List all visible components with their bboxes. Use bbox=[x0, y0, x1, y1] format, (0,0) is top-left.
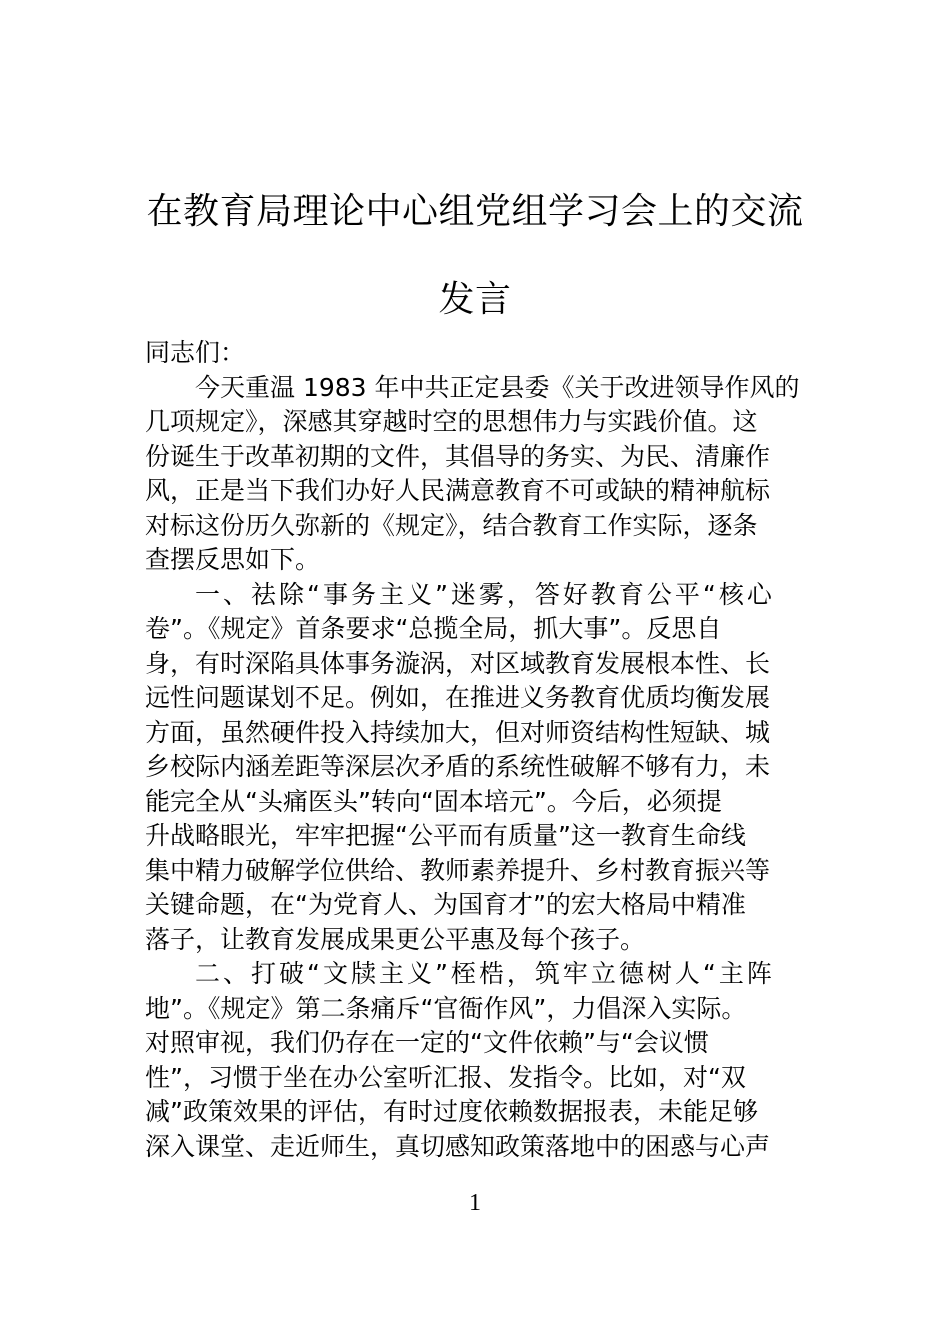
document-title bbox=[140, 168, 810, 344]
text-line: 升战略眼光，牢牢把握“公平而有质量”这一教育生命线 bbox=[145, 821, 746, 850]
text-line: 风，正是当下我们办好人民满意教育不可或缺的精神航标 bbox=[145, 476, 771, 505]
text-line: 集中精力破解学位供给、教师素养提升、乡村教育振兴等 bbox=[145, 855, 771, 885]
text-line: 今天重温 1983 年中共正定县委《关于改进领导作风的 bbox=[195, 372, 800, 402]
text-line: 卷”。《规定》首条要求“总揽全局，抓大事”。反思自 bbox=[145, 614, 722, 643]
text-line: 远性问题谋划不足。例如，在推进义务教育优质均衡发展 bbox=[145, 683, 771, 712]
text-line: 落子，让教育发展成果更公平惠及每个孩子。 bbox=[145, 924, 646, 954]
text-line: 性”，习惯于坐在办公室听汇报、发指令。比如，对“双 bbox=[145, 1062, 746, 1092]
text-line: 对照审视，我们仍存在一定的“文件依赖”与“会议惯 bbox=[145, 1028, 709, 1057]
text-line: 深入课堂、走近师生，真切感知政策落地中的困惑与心声 bbox=[145, 1131, 771, 1161]
page-number: 1 bbox=[469, 1190, 481, 1216]
section-heading-2: 二、打破“文牍主义”桎梏，筑牢立德树人“主阵 bbox=[195, 959, 775, 988]
text-line: 查摆反思如下。 bbox=[145, 545, 321, 574]
text-line: 乡校际内涵差距等深层次矛盾的系统性破解不够有力，未 bbox=[145, 752, 771, 781]
text-line: 关键命题，在“为党育人、为国育才”的宏大格局中精准 bbox=[145, 890, 746, 919]
text-line: 地”。《规定》第二条痛斥“官衙作风”，力倡深入实际。 bbox=[145, 993, 747, 1023]
document-body bbox=[145, 336, 825, 1164]
text-line: 减”政策效果的评估，有时过度依赖数据报表，未能足够 bbox=[145, 1097, 758, 1126]
text-line: 几项规定》，深感其穿越时空的思想伟力与实践价值。这 bbox=[145, 407, 758, 436]
text-line: 对标这份历久弥新的《规定》，结合教育工作实际，逐条 bbox=[145, 510, 758, 540]
salutation: 同志们： bbox=[145, 338, 246, 367]
text-line: 份诞生于改革初期的文件，其倡导的务实、为民、清廉作 bbox=[145, 441, 771, 471]
title-line-2: 发言 bbox=[438, 279, 512, 320]
text-line: 方面，虽然硬件投入持续加大，但对师资结构性短缺、城 bbox=[145, 717, 771, 747]
section-heading-1: 一、祛除“事务主义”迷雾，答好教育公平“核心 bbox=[195, 579, 775, 609]
title-line-1: 在教育局理论中心组党组学习会上的交流 bbox=[146, 191, 804, 232]
text-line: 身，有时深陷具体事务漩涡，对区域教育发展根本性、长 bbox=[145, 648, 771, 678]
text-line: 能完全从“头痛医头”转向“固本培元”。今后，必须提 bbox=[145, 786, 722, 816]
